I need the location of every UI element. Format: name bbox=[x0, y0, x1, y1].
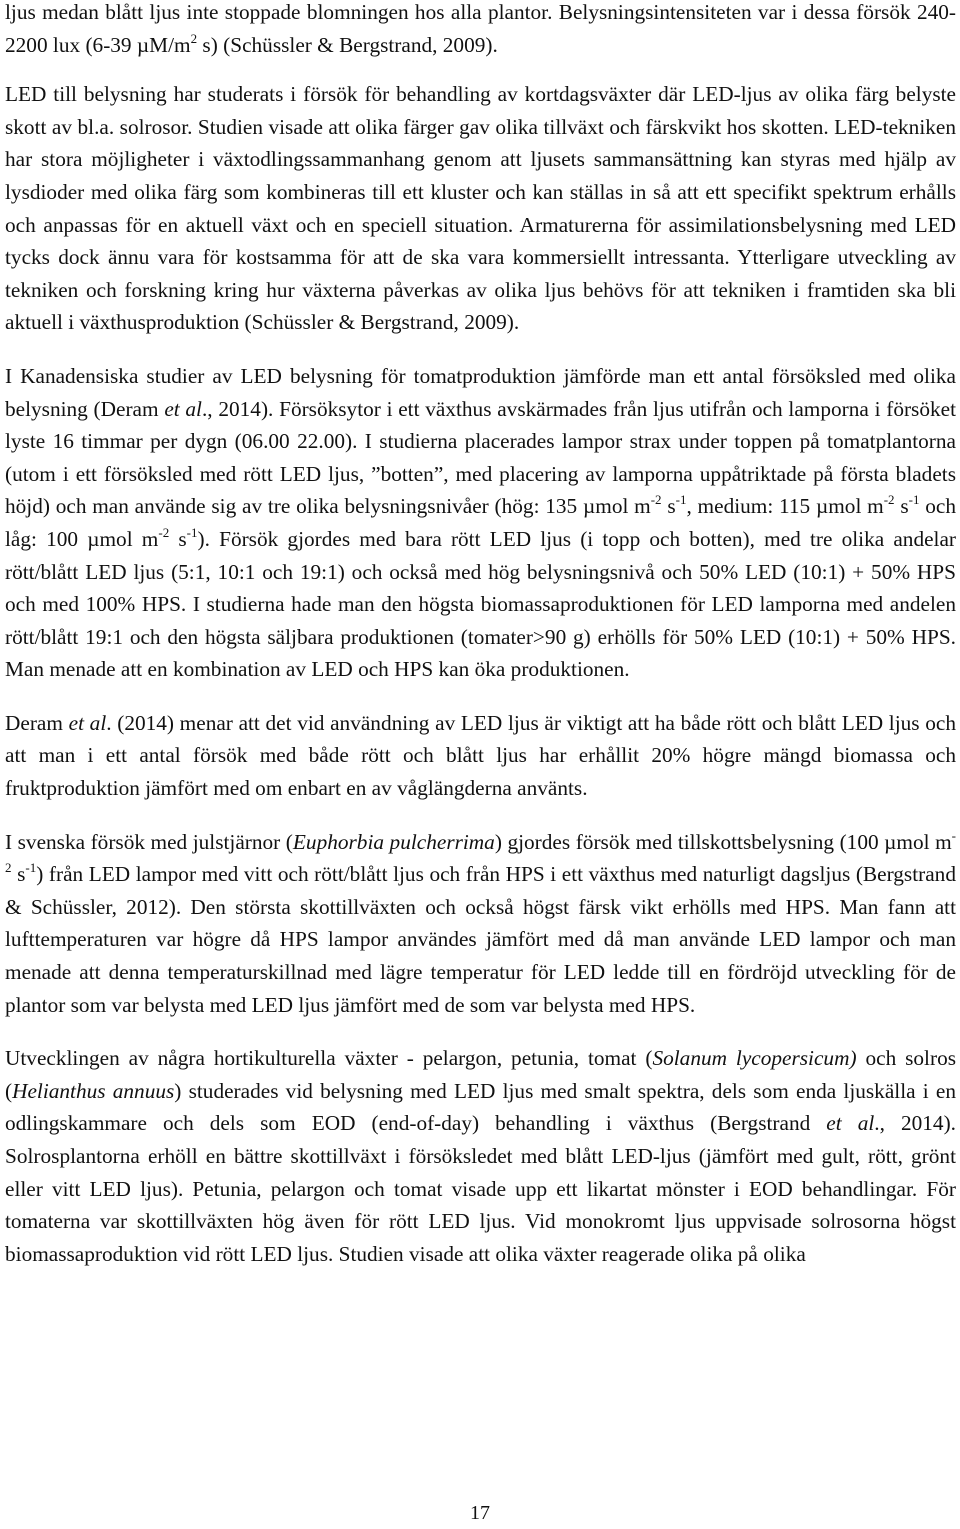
text-run: och låg: 100 µmol m bbox=[5, 494, 956, 551]
italic-text: Helianthus annuus bbox=[12, 1078, 175, 1103]
text-run: ., 2014). Försöksytor i ett växthus avskärmades från ljus utifrån och lamporna i försöket lyste 16 timmar per dygn (06.00 22.00). I studierna placerades lampor strax under toppen på tomatplantorna (utom i ett försöksled med rött LED ljus, ”botten”, med placering av lamporna uppåtriktade på första bladets höjd) och man använde sig av tre olika belysningsnivåer (hög: 135 µmol m bbox=[5, 396, 957, 519]
text-run: s bbox=[894, 494, 909, 519]
document-page bbox=[5, 0, 956, 1291]
superscript: -2 bbox=[158, 524, 170, 540]
text-run: s) (Schüssler & Bergstrand, 2009). bbox=[197, 32, 498, 57]
text-run: ljus medan blått ljus inte stoppade blomningen hos alla plantor. Belysningsintensiteten var i dessa försök 240-2200 lux (6-39 µM/m bbox=[5, 0, 956, 57]
text-run: I svenska försök med julstjärnor ( bbox=[5, 829, 293, 854]
text-run: I Kanadensiska studier av LED belysning för tomatproduktion jämförde man ett antal försöksled med olika belysning (Deram bbox=[5, 363, 956, 421]
italic-text: Solanum lycopersicum) bbox=[652, 1046, 857, 1071]
superscript: -2 bbox=[5, 827, 956, 876]
paragraph-2 bbox=[5, 78, 956, 339]
italic-text: et al bbox=[164, 396, 202, 421]
superscript: -2 bbox=[650, 492, 662, 508]
paragraph-6 bbox=[5, 1042, 956, 1270]
text-run: . (2014) menar att det vid användning av LED ljus är viktigt att ha både rött och blått LED ljus och att man i ett antal försök med både rött och blått ljus har erhållit 20% högre mängd biomassa och fruktproduktion jämfört med om enbart en av våglängderna använts. bbox=[5, 710, 956, 801]
text-run: ) studerades vid belysning med LED ljus med smalt spektra, dels som enda ljuskälla i en odlingskammare och dels som EOD (end-of-day) behandling i växthus (Bergstrand bbox=[5, 1078, 956, 1136]
text-run: s bbox=[11, 862, 26, 887]
text-run: LED till belysning har studerats i försök för behandling av kortdagsväxter där LED-ljus av olika färg belyste skott av bl.a. solrosor. Studien visade att olika färger gav olika tillväxt och färskvikt hos skotten. LED-tekniken har stora möjligheter i växtodlingssammanhang genom att ljusets sammansättning kan styras med hjälp av lysdioder med olika färg som kombineras till ett kluster och kan ställas in så att ett specifikt spektrum erhålls och anpassas för en aktuell växt och en speciell situation. Armaturerna för assimilationsbelysning med LED tycks dock ännu vara för kostsamma för att de ska vara kommersiellt intressanta. Ytterligare utveckling av tekniken och forskning kring hur växterna påverkas av olika ljus behövs för att tekniken i framtiden ska bli aktuell i växthusproduktion (Schüssler & Bergstrand, 2009). bbox=[5, 82, 956, 335]
text-run: ) från LED lampor med vitt och rött/blått ljus och från HPS i ett växthus med naturligt dagsljus (Bergstrand & Schüssler, 2012). Den största skottillväxten och också högst färsk vikt erhölls med HPS. Man fann att lufttemperaturen var högre då HPS lampor användes jämfört med då man använde LED lampor och man menade att denna temperaturskillnad med lägre temperatur för LED ledde till en fördröjd utveckling för de plantor som var belysta med LED ljus jämfört med de som var belysta med HPS. bbox=[5, 862, 956, 1017]
italic-text: et al bbox=[826, 1111, 875, 1136]
text-run: ). Försök gjordes med bara rött LED ljus (i topp och botten), med tre olika andelar rött/blått LED ljus (5:1, 10:1 och 19:1) och också med hög belysningsnivå och 50% LED (10:1) + 50% HPS och med 100% HPS. I studierna hade man den högsta biomassaproduktionen för LED lamporna med andelen rött/blått 19:1 och den högsta säljbara produktionen (tomater>90 g) erhölls för 50% LED (10:1) + 50% HPS. Man menade att en kombination av LED och HPS kan öka produktionen. bbox=[5, 526, 957, 682]
text-run: och solros ( bbox=[5, 1046, 957, 1103]
superscript: 2 bbox=[190, 30, 198, 46]
superscript: -1 bbox=[908, 492, 920, 508]
text-run: , medium: 115 µmol m bbox=[686, 494, 884, 519]
italic-text: Euphorbia pulcherrima bbox=[292, 829, 495, 854]
paragraph-5 bbox=[5, 826, 956, 1022]
paragraph-4 bbox=[5, 707, 956, 805]
text-run: Utvecklingen av några hortikulturella växter - pelargon, petunia, tomat ( bbox=[5, 1046, 653, 1071]
page-number: 17 bbox=[470, 1502, 490, 1524]
text-run: Deram bbox=[5, 710, 69, 735]
text-run: ) gjordes försök med tillskottsbelysning (100 µmol m bbox=[494, 829, 952, 854]
paragraph-3 bbox=[5, 360, 956, 686]
superscript: -1 bbox=[25, 860, 37, 876]
superscript: -1 bbox=[186, 524, 198, 540]
superscript: -2 bbox=[883, 492, 895, 508]
text-run: s bbox=[169, 526, 187, 551]
text-run: s bbox=[661, 494, 676, 519]
italic-text: et al bbox=[68, 710, 107, 735]
paragraph-1 bbox=[5, 0, 956, 61]
text-run: ., 2014). Solrosplantorna erhöll en bättre skottillväxt i försöksledet med blått LED-ljus (jämfört med gult, rött, grönt eller vitt LED ljus). Petunia, pelargon och tomat visade upp ett likartat mönster i EOD behandlingar. För tomaterna var skottillväxten hög även för rött LED ljus. Vid monokromt ljus uppvisade solrosorna högst biomassaproduktion vid rött LED ljus. Studien visade att olika växter reagerade olika på olika bbox=[5, 1111, 956, 1266]
superscript: -1 bbox=[675, 492, 687, 508]
